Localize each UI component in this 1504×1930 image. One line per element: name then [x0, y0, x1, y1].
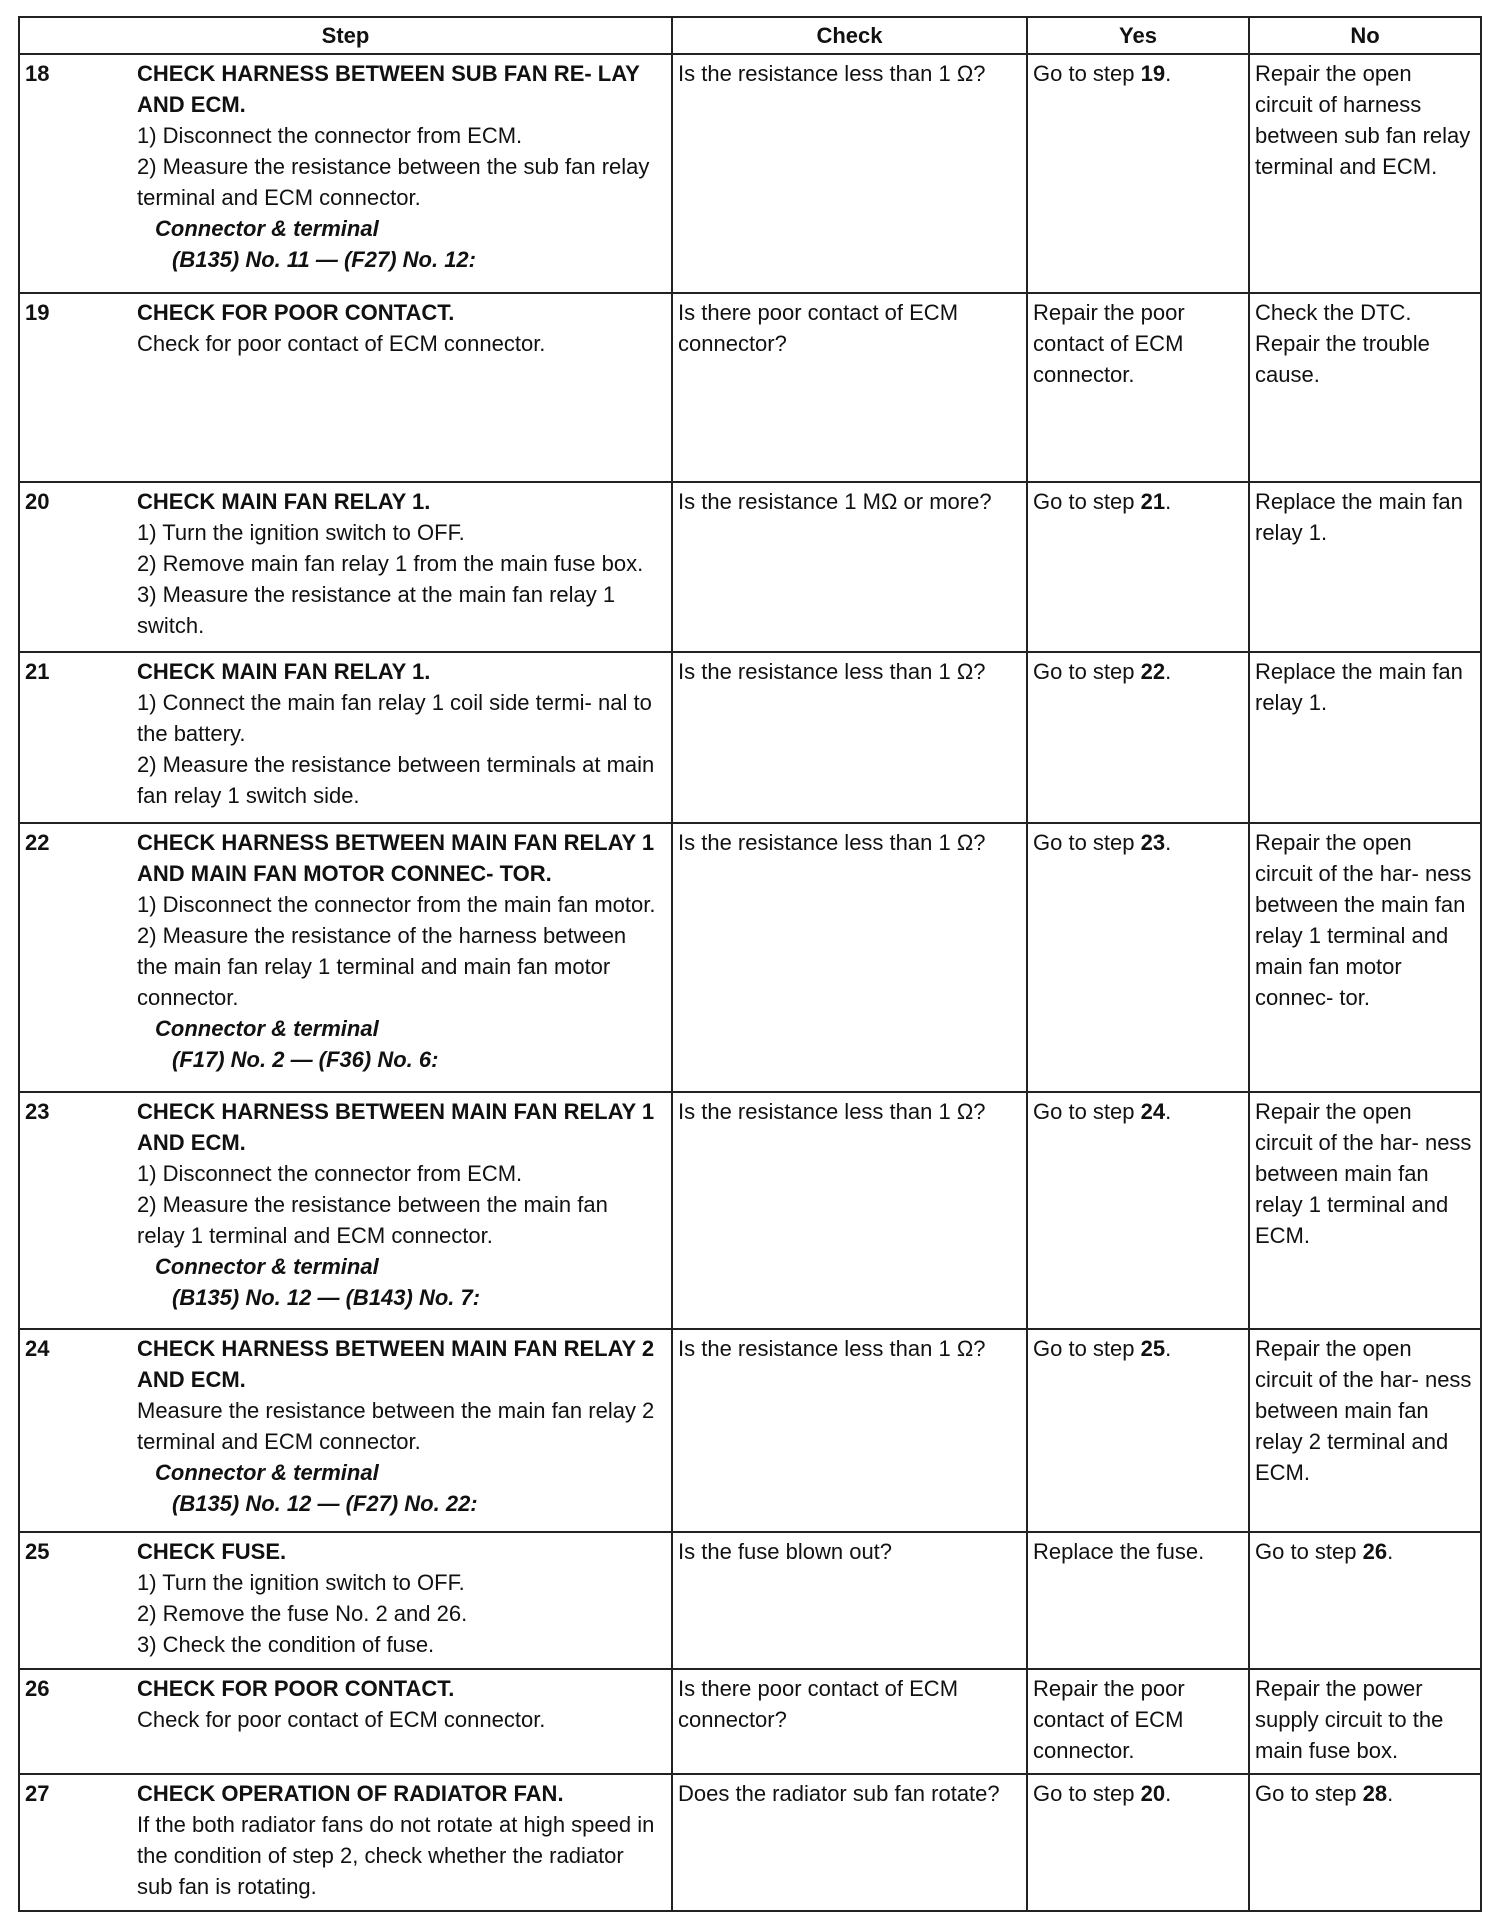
- yes-suffix: .: [1165, 1780, 1172, 1806]
- step-body: [137, 297, 661, 359]
- step-title: CHECK FOR POOR CONTACT.: [137, 299, 455, 325]
- step-instruction: 3) Check the condition of fuse.: [137, 1631, 435, 1657]
- check-cell: Is the resistance less than 1 Ω?: [672, 652, 1027, 822]
- connector-label: Connector & terminal: [155, 1254, 379, 1280]
- yes-text: Go to step: [1033, 1780, 1141, 1806]
- yes-suffix: .: [1165, 659, 1172, 685]
- step-cell: [19, 823, 672, 1092]
- yes-text: Go to step: [1033, 61, 1141, 86]
- header-step: Step: [19, 17, 672, 54]
- step-body: [137, 1536, 661, 1660]
- step-cell: [19, 1532, 672, 1669]
- step-number: 19: [25, 299, 50, 325]
- yes-cell: [1027, 54, 1249, 293]
- check-cell: Is the resistance less than 1 Ω?: [672, 823, 1027, 1092]
- no-text: Repair the open circuit of the har- ness between main fan relay 1 terminal and ECM.: [1255, 1099, 1472, 1249]
- yes-step-ref: 20: [1140, 1780, 1166, 1806]
- no-text: Replace the main fan relay 1.: [1255, 659, 1463, 716]
- no-text: Go to step: [1255, 1538, 1363, 1564]
- yes-cell: [1027, 652, 1249, 822]
- yes-text: Go to step: [1033, 829, 1141, 855]
- table-row: [19, 823, 1481, 1092]
- step-number: 20: [25, 489, 50, 515]
- step-instruction: 1) Connect the main fan relay 1 coil side termi- nal to the battery.: [137, 690, 652, 747]
- table-row: [19, 1329, 1481, 1532]
- step-title: CHECK OPERATION OF RADIATOR FAN.: [137, 1780, 564, 1806]
- step-title: CHECK FOR POOR CONTACT.: [137, 1676, 455, 1702]
- step-instruction: 2) Measure the resistance of the harness between the main fan relay 1 terminal and main fan motor connector.: [137, 922, 627, 1010]
- yes-step-ref: 23: [1140, 829, 1166, 855]
- step-cell: [19, 1774, 672, 1911]
- yes-step-ref: 24: [1140, 1099, 1166, 1125]
- yes-step-ref: 19: [1140, 61, 1166, 86]
- no-cell: [1249, 1669, 1481, 1773]
- step-instruction: 1) Disconnect the connector from ECM.: [137, 1161, 523, 1187]
- step-instruction: Check for poor contact of ECM connector.: [137, 330, 546, 356]
- step-instruction: 2) Measure the resistance between terminals at main fan relay 1 switch side.: [137, 752, 655, 809]
- step-body: [137, 656, 661, 811]
- step-number: 18: [25, 61, 50, 86]
- yes-step-ref: 25: [1140, 1335, 1166, 1361]
- yes-suffix: .: [1165, 61, 1172, 86]
- step-body: [137, 827, 661, 1075]
- no-step-ref: 26: [1362, 1538, 1388, 1564]
- yes-suffix: .: [1165, 1099, 1172, 1125]
- header-no: No: [1249, 17, 1481, 54]
- step-instruction: Check for poor contact of ECM connector.: [137, 1707, 546, 1733]
- no-cell: [1249, 293, 1481, 483]
- step-title: CHECK MAIN FAN RELAY 1.: [137, 489, 431, 515]
- yes-text: Replace the fuse.: [1033, 1538, 1205, 1564]
- connector-label: Connector & terminal: [155, 1015, 379, 1041]
- yes-text: Go to step: [1033, 489, 1141, 515]
- step-title: CHECK HARNESS BETWEEN SUB FAN RE- LAY AND ECM.: [137, 61, 640, 117]
- no-text: Repair the open circuit of harness between sub fan relay terminal and ECM.: [1255, 61, 1471, 179]
- connector-terminal-value: (B135) No. 11 — (F27) No. 12:: [172, 247, 476, 272]
- step-number: 24: [25, 1335, 50, 1361]
- yes-text: Go to step: [1033, 1335, 1141, 1361]
- yes-cell: [1027, 1329, 1249, 1532]
- yes-suffix: .: [1165, 489, 1172, 515]
- connector-terminal-value: (B135) No. 12 — (F27) No. 22:: [172, 1490, 478, 1516]
- step-cell: [19, 1669, 672, 1773]
- step-number: 22: [25, 829, 50, 855]
- no-text: Repair the open circuit of the har- ness between main fan relay 2 terminal and ECM.: [1255, 1335, 1472, 1485]
- no-text: Go to step: [1255, 1780, 1363, 1806]
- table-row: [19, 1774, 1481, 1911]
- check-cell: Is the fuse blown out?: [672, 1532, 1027, 1669]
- connector-terminal-value: (B135) No. 12 — (B143) No. 7:: [172, 1285, 481, 1311]
- no-cell: [1249, 652, 1481, 822]
- step-instruction: 2) Remove the fuse No. 2 and 26.: [137, 1600, 468, 1626]
- table-row: [19, 652, 1481, 822]
- connector-label: Connector & terminal: [155, 216, 379, 241]
- step-body: [137, 1333, 661, 1519]
- step-title: CHECK HARNESS BETWEEN MAIN FAN RELAY 1 AND MAIN FAN MOTOR CONNEC- TOR.: [137, 829, 655, 886]
- no-cell: [1249, 1532, 1481, 1669]
- step-body: [137, 486, 661, 641]
- check-cell: Is the resistance less than 1 Ω?: [672, 54, 1027, 293]
- step-body: [137, 1778, 661, 1902]
- check-cell: Is the resistance 1 MΩ or more?: [672, 482, 1027, 652]
- step-number: 25: [25, 1538, 50, 1564]
- step-instruction: 1) Disconnect the connector from ECM.: [137, 123, 523, 148]
- step-body: [137, 58, 661, 275]
- table-row: [19, 482, 1481, 652]
- yes-cell: [1027, 293, 1249, 483]
- step-body: [137, 1673, 661, 1735]
- no-cell: [1249, 54, 1481, 293]
- yes-suffix: .: [1165, 829, 1172, 855]
- table-row: [19, 1532, 1481, 1669]
- step-cell: [19, 482, 672, 652]
- header-yes: Yes: [1027, 17, 1249, 54]
- step-instruction: 1) Turn the ignition switch to OFF.: [137, 1569, 465, 1595]
- step-instruction: 2) Remove main fan relay 1 from the main fuse box.: [137, 551, 644, 577]
- step-instruction: Measure the resistance between the main fan relay 2 terminal and ECM connector.: [137, 1397, 655, 1454]
- yes-cell: [1027, 1774, 1249, 1911]
- yes-text: Go to step: [1033, 1099, 1141, 1125]
- no-text: Repair the power supply circuit to the main fuse box.: [1255, 1676, 1444, 1764]
- step-instruction: If the both radiator fans do not rotate at high speed in the condition of step 2, check whether the radiator sub fan is rotating.: [137, 1811, 655, 1899]
- check-cell: Does the radiator sub fan rotate?: [672, 1774, 1027, 1911]
- no-text: Check the DTC. Repair the trouble cause.: [1255, 299, 1430, 387]
- no-cell: [1249, 1329, 1481, 1532]
- yes-cell: [1027, 1669, 1249, 1773]
- yes-cell: [1027, 1532, 1249, 1669]
- connector-terminal-value: (F17) No. 2 — (F36) No. 6:: [172, 1046, 439, 1072]
- check-cell: Is the resistance less than 1 Ω?: [672, 1092, 1027, 1328]
- table-row: [19, 1092, 1481, 1328]
- yes-cell: [1027, 482, 1249, 652]
- step-instruction: 2) Measure the resistance between the sub fan relay terminal and ECM connector.: [137, 154, 650, 210]
- step-number: 23: [25, 1099, 50, 1125]
- step-title: CHECK MAIN FAN RELAY 1.: [137, 659, 431, 685]
- table-row: [19, 54, 1481, 293]
- step-instruction: 1) Disconnect the connector from the main fan motor.: [137, 891, 656, 917]
- header-check: Check: [672, 17, 1027, 54]
- yes-cell: [1027, 823, 1249, 1092]
- step-cell: [19, 652, 672, 822]
- no-cell: [1249, 823, 1481, 1092]
- step-number: 26: [25, 1676, 50, 1702]
- yes-suffix: .: [1165, 1335, 1172, 1361]
- connector-label: Connector & terminal: [155, 1459, 379, 1485]
- no-cell: [1249, 1774, 1481, 1911]
- step-title: CHECK FUSE.: [137, 1538, 287, 1564]
- step-cell: [19, 1092, 672, 1328]
- table-body: [19, 54, 1481, 1911]
- table-row: [19, 293, 1481, 483]
- step-cell: [19, 54, 672, 293]
- step-cell: [19, 1329, 672, 1532]
- check-cell: Is the resistance less than 1 Ω?: [672, 1329, 1027, 1532]
- no-suffix: .: [1387, 1780, 1394, 1806]
- no-text: Repair the open circuit of the har- ness between the main fan relay 1 terminal and main fan motor connec- tor.: [1255, 829, 1472, 1010]
- no-step-ref: 28: [1362, 1780, 1388, 1806]
- no-cell: [1249, 1092, 1481, 1328]
- no-cell: [1249, 482, 1481, 652]
- no-suffix: .: [1387, 1538, 1394, 1564]
- yes-text: Repair the poor contact of ECM connector.: [1033, 299, 1185, 387]
- table-row: [19, 1669, 1481, 1773]
- step-instruction: 1) Turn the ignition switch to OFF.: [137, 520, 465, 546]
- yes-cell: [1027, 1092, 1249, 1328]
- yes-text: Go to step: [1033, 659, 1141, 685]
- step-cell: [19, 293, 672, 483]
- yes-step-ref: 21: [1140, 489, 1166, 515]
- yes-text: Repair the poor contact of ECM connector.: [1033, 1676, 1185, 1764]
- no-text: Replace the main fan relay 1.: [1255, 489, 1463, 546]
- step-title: CHECK HARNESS BETWEEN MAIN FAN RELAY 2 AND ECM.: [137, 1335, 655, 1392]
- step-instruction: 3) Measure the resistance at the main fan relay 1 switch.: [137, 582, 616, 639]
- step-body: [137, 1096, 661, 1313]
- check-cell: Is there poor contact of ECM connector?: [672, 1669, 1027, 1773]
- step-title: CHECK HARNESS BETWEEN MAIN FAN RELAY 1 AND ECM.: [137, 1099, 655, 1156]
- check-cell: Is there poor contact of ECM connector?: [672, 293, 1027, 483]
- yes-step-ref: 22: [1140, 659, 1166, 685]
- diagnostic-table: [18, 16, 1482, 1912]
- step-number: 27: [25, 1780, 50, 1806]
- step-instruction: 2) Measure the resistance between the main fan relay 1 terminal and ECM connector.: [137, 1192, 608, 1249]
- header-row: [19, 17, 1481, 54]
- step-number: 21: [25, 659, 50, 685]
